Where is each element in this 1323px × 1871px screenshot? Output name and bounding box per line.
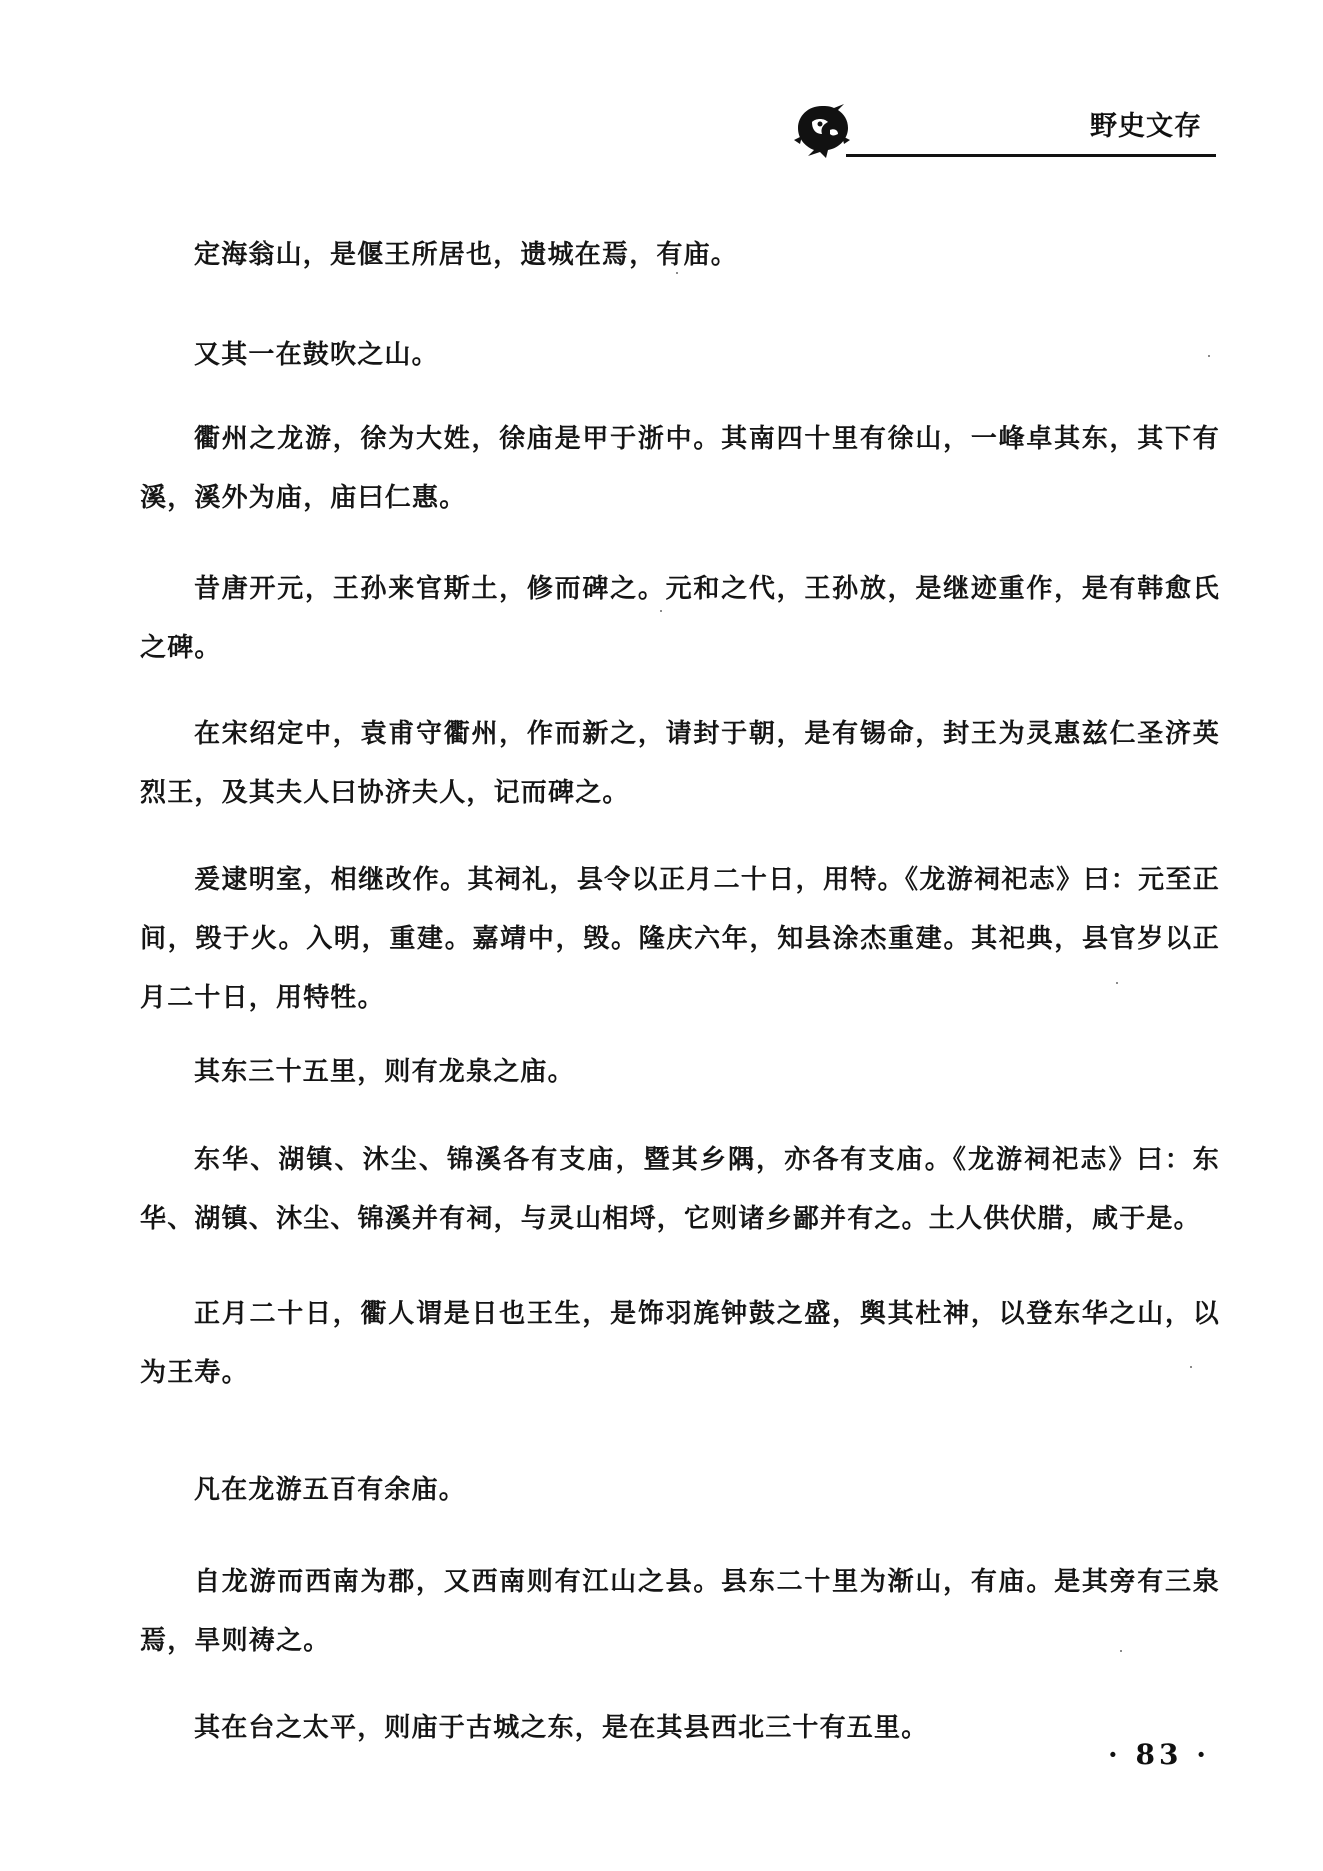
header-title: 野史文存: [1090, 111, 1202, 142]
scan-speck: [1208, 355, 1210, 357]
scan-speck: [1116, 982, 1118, 984]
paragraph: 正月二十日，衢人谓是日也王生，是饰羽旄钟鼓之盛，舆其杜神，以登东华之山，以为王寿。: [140, 1299, 1220, 1388]
paragraph: 昔唐开元，王孙来官斯土，修而碑之。元和之代，王孙放，是继迹重作，是有韩愈氏之碑。: [140, 574, 1220, 663]
paragraph: 其东三十五里，则有龙泉之庙。: [194, 1057, 575, 1087]
scan-speck: [1120, 1650, 1122, 1652]
paragraph: 东华、湖镇、沐尘、锦溪各有支庙，暨其乡隅，亦各有支庙。《龙游祠祀志》曰：东华、湖镇、沐尘、锦溪并有祠，与灵山相埒，它则诸乡鄙并有之。土人供伏腊，咸于是。: [140, 1145, 1220, 1234]
paragraph: 又其一在鼓吹之山。: [194, 340, 439, 370]
paragraph: 在宋绍定中，袁甫守衢州，作而新之，请封于朝，是有锡命，封王为灵惠兹仁圣济英烈王，及其夫人曰协济夫人，记而碑之。: [140, 719, 1220, 808]
paragraph: 爰逮明室，相继改作。其祠礼，县令以正月二十日，用特。《龙游祠祀志》曰：元至正间，毁于火。入明，重建。嘉靖中，毁。隆庆六年，知县涂杰重建。其祀典，县官岁以正月二十日，用特牲。: [140, 865, 1220, 1013]
header-rule: [846, 154, 1216, 157]
page-number: · 83 ·: [1108, 1738, 1210, 1771]
scan-speck: [676, 272, 678, 274]
paragraph: 自龙游而西南为郡，又西南则有江山之县。县东二十里为渐山，有庙。是其旁有三泉焉，旱则祷之。: [140, 1567, 1220, 1656]
paragraph: 凡在龙游五百有余庙。: [194, 1475, 467, 1505]
paragraph: 定海翁山，是偃王所居也，遗城在焉，有庙。: [194, 240, 739, 270]
dragon-emblem-icon: [786, 100, 858, 160]
scan-speck: [1190, 1366, 1192, 1368]
paragraph: 其在台之太平，则庙于古城之东，是在其县西北三十有五里。: [194, 1713, 929, 1743]
paragraph: 衢州之龙游，徐为大姓，徐庙是甲于浙中。其南四十里有徐山，一峰卓其东，其下有溪，溪外为庙，庙曰仁惠。: [140, 424, 1220, 513]
scan-speck: [660, 610, 662, 612]
running-header: [786, 96, 1216, 166]
